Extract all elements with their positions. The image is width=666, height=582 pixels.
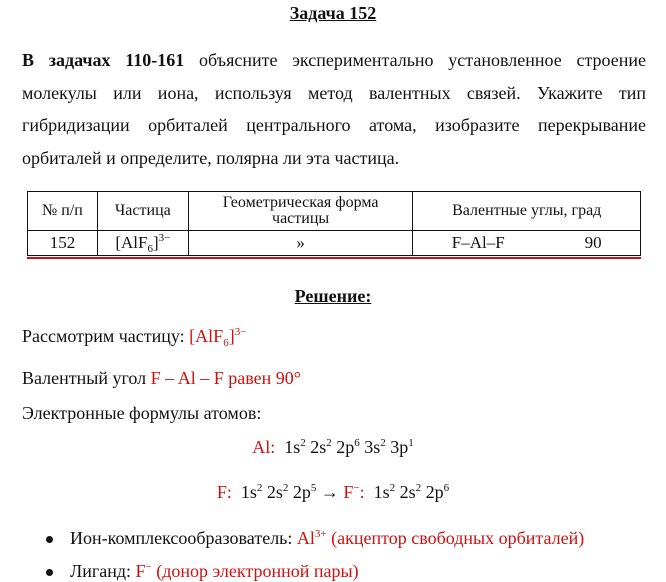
complexing-ion: $Al^{3+}$ (акцептор свободных орбиталей) (296, 528, 585, 548)
solution-title: Решение: (294, 286, 372, 306)
f-electron-formula: F: $1s^2$ $2s^2$ $2p^5 \to F^-$: $1s^2$ $2s^2$ $2p^6$ (216, 482, 450, 502)
f-ion-symbol: F−: (343, 482, 365, 502)
cell-particle: $[AlF_6]^{3-}$ (97, 231, 188, 256)
angle-bond: F–Al–F (451, 233, 505, 252)
header-angles: Валентные углы, град (413, 192, 641, 231)
cell-number: 152 (28, 231, 98, 256)
bullet-dot-icon (46, 569, 53, 576)
list-item: Ион-комплексообразователь: $Al^{3+}$ (акцептор свободных орбиталей) (70, 528, 585, 548)
table-header-row (28, 192, 641, 231)
header-particle: Частица (97, 192, 188, 231)
consider-label: Рассмотрим частицу: (22, 326, 190, 346)
arrow-icon: → (316, 482, 344, 502)
consider-particle: $[AlF_6]^{3-}$ (189, 326, 247, 349)
angle-label: Валентный угол (22, 368, 151, 388)
f-symbol: F: (216, 482, 232, 502)
red-underline (27, 257, 641, 259)
cell-shape: » (188, 231, 413, 256)
al-electron-formula: Al: $1s^2$ $2s^2$ $2p^6$ $3s^2$ $3p^1$ (252, 437, 414, 457)
angle-value: 90 (584, 233, 602, 252)
task-title: Задача 152 (289, 3, 377, 23)
data-table (27, 191, 641, 256)
formulas-label: Электронные формулы атомов: (22, 403, 262, 423)
table-row (28, 231, 641, 256)
angle-statement: F – Al – F равен 90° (150, 368, 301, 388)
ligand: F− (донор электронной пары) (135, 561, 359, 581)
list-item: Лиганд: F− (донор электронной пары) (70, 561, 359, 581)
angle-line (22, 368, 301, 389)
header-number: № п/п (28, 192, 98, 231)
cell-angles (413, 231, 641, 256)
consider-line (22, 326, 246, 347)
bullet-dot-icon (46, 536, 53, 543)
task-description (22, 44, 646, 174)
al-symbol: Al: (252, 437, 276, 457)
header-shape: Геометрическая форма частицы (188, 192, 413, 231)
task-text: объясните экспериментально установленное строение молекулы или иона, используя метод валентных связей. Укажите тип гибридизации орбиталей центрального атома, изобразите перекрывание орбиталей и определите, полярна ли эта частица. (22, 50, 646, 168)
task-range: В задачах 110-161 (22, 50, 185, 70)
